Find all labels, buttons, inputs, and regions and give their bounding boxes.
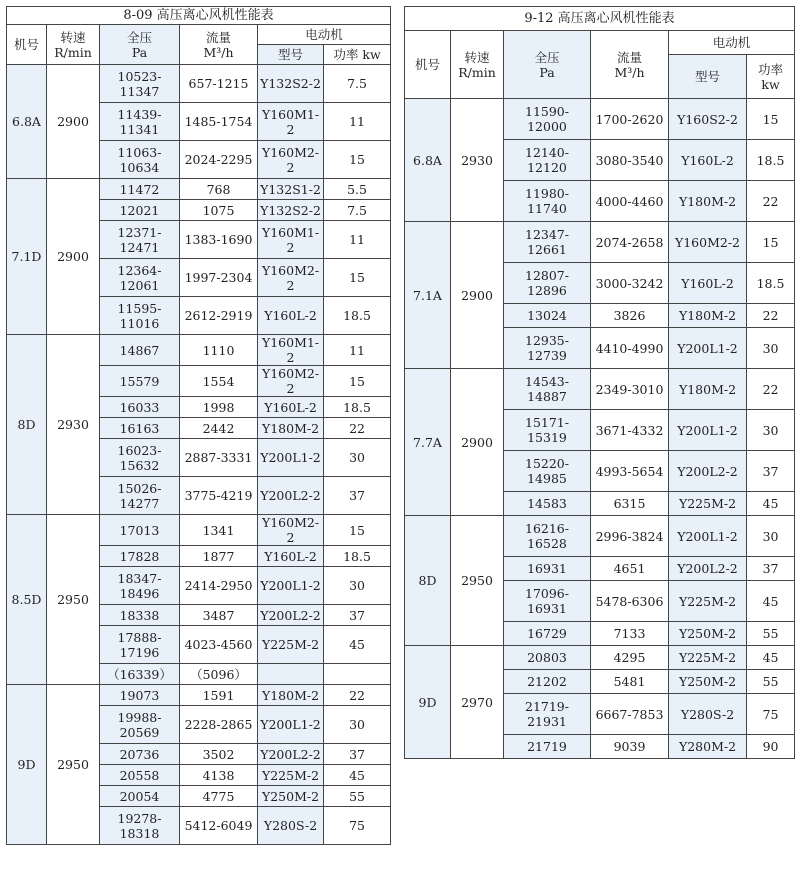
pressure-cell: 17013 (100, 515, 180, 546)
flow-cell: 1554 (180, 366, 258, 397)
power-cell: 15 (324, 515, 391, 546)
flow-cell: 4775 (180, 786, 258, 807)
pressure-cell: 16216- 16528 (504, 516, 591, 557)
motor-type-cell: Y180M-2 (258, 418, 324, 439)
pressure-cell: 16023- 15632 (100, 439, 180, 477)
flow-cell: 2442 (180, 418, 258, 439)
flow-cell: （5096） (180, 664, 258, 685)
flow-cell: 6315 (591, 492, 669, 516)
table-row (7, 515, 391, 546)
speed-cell: 2900 (451, 222, 504, 369)
fan-table-8-09 (6, 6, 391, 845)
pressure-cell: 19988- 20569 (100, 706, 180, 744)
pressure-cell: 12807- 12896 (504, 263, 591, 304)
motor-type-cell: Y160M2-2 (258, 515, 324, 546)
motor-type-cell: Y160L-2 (258, 546, 324, 567)
motor-type-cell: Y160M1-2 (258, 335, 324, 366)
flow-cell: 3502 (180, 744, 258, 765)
pressure-cell: 11980- 11740 (504, 181, 591, 222)
motor-type-cell: Y160S2-2 (669, 99, 747, 140)
flow-cell: 2996-3824 (591, 516, 669, 557)
motor-type-cell: Y280M-2 (669, 735, 747, 759)
flow-cell: 4993-5654 (591, 451, 669, 492)
table-row (405, 99, 795, 140)
flow-cell: 1591 (180, 685, 258, 706)
motor-type-cell: Y160M2-2 (258, 366, 324, 397)
power-cell: 37 (747, 557, 795, 581)
flow-cell: 2612-2919 (180, 297, 258, 335)
motor-type-cell: Y180M-2 (669, 369, 747, 410)
power-cell: 30 (324, 706, 391, 744)
power-cell: 18.5 (324, 546, 391, 567)
pressure-cell: 20736 (100, 744, 180, 765)
power-cell: 15 (324, 259, 391, 297)
motor-type-cell: Y280S-2 (258, 807, 324, 845)
motor-type-cell: Y225M-2 (669, 646, 747, 670)
flow-cell: 2074-2658 (591, 222, 669, 263)
flow-cell: 657-1215 (180, 65, 258, 103)
power-cell: 45 (747, 581, 795, 622)
speed-cell: 2900 (47, 179, 100, 335)
power-cell: 75 (324, 807, 391, 845)
motor-type-cell: Y160L-2 (669, 140, 747, 181)
power-cell: 45 (324, 626, 391, 664)
pressure-cell: 15026- 14277 (100, 477, 180, 515)
flow-cell: 3775-4219 (180, 477, 258, 515)
speed-cell: 2950 (451, 516, 504, 646)
model-cell: 7.7A (405, 369, 451, 516)
table-row (7, 335, 391, 366)
pressure-cell: 16033 (100, 397, 180, 418)
pressure-cell: 15579 (100, 366, 180, 397)
flow-cell: 2024-2295 (180, 141, 258, 179)
power-cell: 37 (747, 451, 795, 492)
motor-type-cell: Y200L1-2 (258, 567, 324, 605)
power-cell: 18.5 (324, 397, 391, 418)
motor-type-cell: Y200L1-2 (258, 439, 324, 477)
header-motor: 电动机 (258, 25, 391, 45)
header-flow: 流量 M³/h (591, 31, 669, 99)
power-cell: 22 (747, 369, 795, 410)
table-row (405, 516, 795, 557)
power-cell: 7.5 (324, 65, 391, 103)
power-cell: 75 (747, 694, 795, 735)
pressure-cell: 17888- 17196 (100, 626, 180, 664)
table-row (7, 685, 391, 706)
pressure-cell: 18338 (100, 605, 180, 626)
pressure-cell: 21202 (504, 670, 591, 694)
pressure-cell: 10523- 11347 (100, 65, 180, 103)
motor-type-cell: Y200L2-2 (669, 451, 747, 492)
motor-type-cell: Y225M-2 (669, 581, 747, 622)
flow-cell: 1075 (180, 200, 258, 221)
motor-type-cell: Y280S-2 (669, 694, 747, 735)
motor-type-cell: Y160M2-2 (258, 141, 324, 179)
flow-cell: 5478-6306 (591, 581, 669, 622)
motor-type-cell: Y200L2-2 (258, 477, 324, 515)
motor-type-cell: Y160M1-2 (258, 221, 324, 259)
table-row (405, 369, 795, 410)
power-cell: 11 (324, 335, 391, 366)
motor-type-cell: Y180M-2 (258, 685, 324, 706)
power-cell: 22 (324, 685, 391, 706)
motor-type-cell: Y200L1-2 (669, 328, 747, 369)
flow-cell: 4023-4560 (180, 626, 258, 664)
motor-type-cell: Y160L-2 (258, 397, 324, 418)
model-cell: 7.1D (7, 179, 47, 335)
flow-cell: 4651 (591, 557, 669, 581)
flow-cell: 3487 (180, 605, 258, 626)
table-row (405, 646, 795, 670)
power-cell: 18.5 (747, 140, 795, 181)
flow-cell: 3000-3242 (591, 263, 669, 304)
motor-type-cell: Y200L1-2 (669, 410, 747, 451)
flow-cell: 768 (180, 179, 258, 200)
power-cell: 15 (324, 366, 391, 397)
flow-cell: 4000-4460 (591, 181, 669, 222)
pressure-cell: 14543- 14887 (504, 369, 591, 410)
pressure-cell: 12021 (100, 200, 180, 221)
header-speed: 转速 R/min (451, 31, 504, 99)
motor-type-cell: Y250M-2 (258, 786, 324, 807)
table-title: 8-09 高压离心风机性能表 (7, 7, 391, 25)
header-motor-type: 型号 (669, 55, 747, 99)
motor-type-cell: Y160L-2 (258, 297, 324, 335)
model-cell: 8.5D (7, 515, 47, 685)
motor-type-cell: Y225M-2 (258, 765, 324, 786)
flow-cell: 1341 (180, 515, 258, 546)
model-cell: 8D (405, 516, 451, 646)
power-cell: 18.5 (324, 297, 391, 335)
power-cell: 55 (747, 622, 795, 646)
motor-type-cell: Y200L1-2 (669, 516, 747, 557)
power-cell: 37 (324, 477, 391, 515)
power-cell: 30 (324, 567, 391, 605)
flow-cell: 2228-2865 (180, 706, 258, 744)
flow-cell: 2349-3010 (591, 369, 669, 410)
flow-cell: 1485-1754 (180, 103, 258, 141)
pressure-cell: 11590- 12000 (504, 99, 591, 140)
power-cell: 22 (747, 181, 795, 222)
flow-cell: 4295 (591, 646, 669, 670)
power-cell: 30 (747, 410, 795, 451)
power-cell: 30 (324, 439, 391, 477)
motor-type-cell: Y180M-2 (669, 304, 747, 328)
flow-cell: 1998 (180, 397, 258, 418)
motor-type-cell (258, 664, 324, 685)
pressure-cell: 12140- 12120 (504, 140, 591, 181)
power-cell: 37 (324, 605, 391, 626)
pressure-cell: （16339） (100, 664, 180, 685)
header-model: 机号 (405, 31, 451, 99)
power-cell: 37 (324, 744, 391, 765)
flow-cell: 1877 (180, 546, 258, 567)
pressure-cell: 12347- 12661 (504, 222, 591, 263)
motor-type-cell: Y160L-2 (669, 263, 747, 304)
pressure-cell: 16163 (100, 418, 180, 439)
flow-cell: 4138 (180, 765, 258, 786)
motor-type-cell: Y200L2-2 (669, 557, 747, 581)
pressure-cell: 17096- 16931 (504, 581, 591, 622)
table-row (7, 65, 391, 103)
power-cell: 15 (324, 141, 391, 179)
power-cell: 11 (324, 103, 391, 141)
power-cell: 45 (747, 646, 795, 670)
header-speed: 转速 R/min (47, 25, 100, 65)
pressure-cell: 14583 (504, 492, 591, 516)
power-cell: 55 (747, 670, 795, 694)
pressure-cell: 11595- 11016 (100, 297, 180, 335)
power-cell: 30 (747, 328, 795, 369)
speed-cell: 2900 (451, 369, 504, 516)
flow-cell: 1997-2304 (180, 259, 258, 297)
motor-type-cell: Y132S2-2 (258, 200, 324, 221)
pressure-cell: 21719- 21931 (504, 694, 591, 735)
pressure-cell: 12935- 12739 (504, 328, 591, 369)
speed-cell: 2900 (47, 65, 100, 179)
model-cell: 9D (7, 685, 47, 845)
motor-type-cell: Y225M-2 (669, 492, 747, 516)
motor-type-cell: Y160M2-2 (669, 222, 747, 263)
fan-table-9-12 (404, 6, 795, 759)
power-cell: 30 (747, 516, 795, 557)
motor-type-cell: Y160M2-2 (258, 259, 324, 297)
power-cell: 15 (747, 222, 795, 263)
pressure-cell: 11439- 11341 (100, 103, 180, 141)
header-pressure: 全压 Pa (100, 25, 180, 65)
model-cell: 6.8A (405, 99, 451, 222)
motor-type-cell: Y250M-2 (669, 670, 747, 694)
pressure-cell: 12371- 12471 (100, 221, 180, 259)
speed-cell: 2970 (451, 646, 504, 759)
flow-cell: 1700-2620 (591, 99, 669, 140)
header-flow: 流量 M³/h (180, 25, 258, 65)
pressure-cell: 14867 (100, 335, 180, 366)
power-cell (324, 664, 391, 685)
motor-type-cell: Y180M-2 (669, 181, 747, 222)
pressure-cell: 16729 (504, 622, 591, 646)
header-power: 功率 kw (324, 45, 391, 65)
flow-cell: 1383-1690 (180, 221, 258, 259)
header-motor: 电动机 (669, 31, 795, 55)
pressure-cell: 13024 (504, 304, 591, 328)
motor-type-cell: Y200L2-2 (258, 605, 324, 626)
pressure-cell: 11472 (100, 179, 180, 200)
speed-cell: 2930 (451, 99, 504, 222)
flow-cell: 3080-3540 (591, 140, 669, 181)
flow-cell: 2414-2950 (180, 567, 258, 605)
pressure-cell: 21719 (504, 735, 591, 759)
power-cell: 7.5 (324, 200, 391, 221)
flow-cell: 2887-3331 (180, 439, 258, 477)
table-row (7, 179, 391, 200)
power-cell: 11 (324, 221, 391, 259)
header-model: 机号 (7, 25, 47, 65)
flow-cell: 9039 (591, 735, 669, 759)
speed-cell: 2930 (47, 335, 100, 515)
motor-type-cell: Y200L2-2 (258, 744, 324, 765)
pressure-cell: 18347- 18496 (100, 567, 180, 605)
pressure-cell: 15171- 15319 (504, 410, 591, 451)
power-cell: 15 (747, 99, 795, 140)
pressure-cell: 20803 (504, 646, 591, 670)
power-cell: 55 (324, 786, 391, 807)
speed-cell: 2950 (47, 515, 100, 685)
model-cell: 8D (7, 335, 47, 515)
pressure-cell: 20558 (100, 765, 180, 786)
power-cell: 45 (747, 492, 795, 516)
model-cell: 7.1A (405, 222, 451, 369)
table-title: 9-12 高压离心风机性能表 (405, 7, 795, 31)
pressure-cell: 20054 (100, 786, 180, 807)
flow-cell: 1110 (180, 335, 258, 366)
header-pressure: 全压 Pa (504, 31, 591, 99)
motor-type-cell: Y132S2-2 (258, 65, 324, 103)
header-motor-type: 型号 (258, 45, 324, 65)
table-row (405, 222, 795, 263)
pressure-cell: 16931 (504, 557, 591, 581)
power-cell: 5.5 (324, 179, 391, 200)
flow-cell: 7133 (591, 622, 669, 646)
model-cell: 6.8A (7, 65, 47, 179)
speed-cell: 2950 (47, 685, 100, 845)
pressure-cell: 15220- 14985 (504, 451, 591, 492)
power-cell: 45 (324, 765, 391, 786)
flow-cell: 4410-4990 (591, 328, 669, 369)
pressure-cell: 11063- 10634 (100, 141, 180, 179)
pressure-cell: 17828 (100, 546, 180, 567)
pressure-cell: 12364- 12061 (100, 259, 180, 297)
motor-type-cell: Y132S1-2 (258, 179, 324, 200)
motor-type-cell: Y250M-2 (669, 622, 747, 646)
pressure-cell: 19073 (100, 685, 180, 706)
pressure-cell: 19278- 18318 (100, 807, 180, 845)
motor-type-cell: Y200L1-2 (258, 706, 324, 744)
power-cell: 90 (747, 735, 795, 759)
header-power: 功率 kw (747, 55, 795, 99)
power-cell: 18.5 (747, 263, 795, 304)
power-cell: 22 (747, 304, 795, 328)
flow-cell: 5481 (591, 670, 669, 694)
motor-type-cell: Y225M-2 (258, 626, 324, 664)
flow-cell: 5412-6049 (180, 807, 258, 845)
model-cell: 9D (405, 646, 451, 759)
power-cell: 22 (324, 418, 391, 439)
flow-cell: 3826 (591, 304, 669, 328)
flow-cell: 3671-4332 (591, 410, 669, 451)
flow-cell: 6667-7853 (591, 694, 669, 735)
motor-type-cell: Y160M1-2 (258, 103, 324, 141)
